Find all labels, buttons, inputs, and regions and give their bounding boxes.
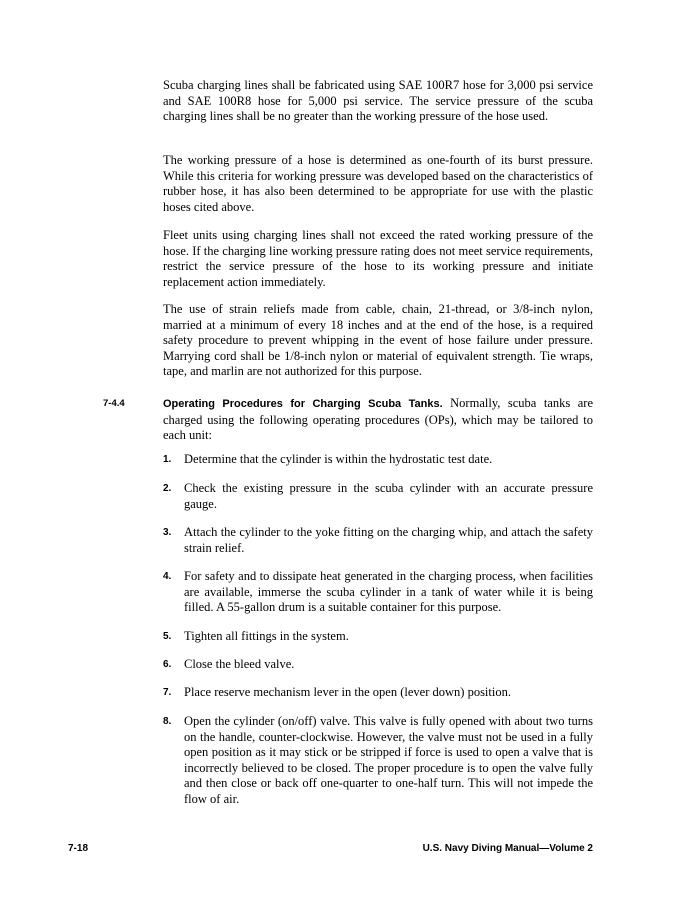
step-text: Determine that the cylinder is within the hydrostatic test date. — [184, 452, 493, 466]
step-text: For safety and to dissipate heat generated in the charging process, when facilities are available, immerse the scuba cylinder in a tank of water while it is being filled. A 55-gallon drum is a suitable container for this purpose. — [184, 569, 593, 614]
section-paragraph — [163, 396, 593, 444]
body-paragraph: Fleet units using charging lines shall not exceed the rated working pressure of the hose. If the charging line working pressure rating does not meet service requirements, restrict the service pressure of the hose to its working pressure and initiate replacement action immediately. — [163, 228, 593, 289]
step-text: Attach the cylinder to the yoke fitting on the charging whip, and attach the safety strain relief. — [184, 525, 593, 555]
procedure-step — [163, 569, 593, 616]
step-number: 6. — [163, 659, 172, 670]
body-paragraph: The use of strain reliefs made from cable, chain, 21-thread, or 3/8-inch nylon, married at a minimum of every 18 inches and at the end of the hose, is a required safety procedure to prevent whipping in the event of hose failure under pressure. Marrying cord shall be 1/8-inch nylon or material of equivalent strength. Tie wraps, tape, and marlin are not authorized for this purpose. — [163, 302, 593, 378]
step-text: Close the bleed valve. — [184, 657, 295, 671]
section-intro-text: Normally, scuba tanks are charged using the following operating procedures (OPs), which may be tailored to each unit: — [163, 396, 593, 442]
procedure-step — [163, 525, 593, 556]
step-number: 5. — [163, 631, 172, 642]
page-number: 7-18 — [68, 843, 89, 854]
step-number: 3. — [163, 527, 172, 538]
procedure-step — [163, 452, 593, 468]
procedure-step — [163, 685, 593, 701]
step-number: 2. — [163, 483, 172, 494]
section-heading: Operating Procedures for Charging Scuba Tanks. — [163, 398, 443, 410]
footer-title: U.S. Navy Diving Manual—Volume 2 — [422, 843, 593, 854]
body-paragraph: Scuba charging lines shall be fabricated using SAE 100R7 hose for 3,000 psi service and SAE 100R8 hose for 5,000 psi service. The service pressure of the scuba charging lines shall be no greater than the working pressure of the hose used. — [163, 78, 593, 123]
step-number: 4. — [163, 571, 172, 582]
step-number: 8. — [163, 716, 172, 727]
step-number: 1. — [163, 454, 172, 465]
section-number: 7-4.4 — [103, 398, 125, 409]
step-text: Check the existing pressure in the scuba cylinder with an accurate pressure gauge. — [184, 481, 593, 511]
procedure-step — [163, 629, 593, 645]
procedure-step — [163, 657, 593, 673]
procedure-step — [163, 481, 593, 512]
step-text: Open the cylinder (on/off) valve. This valve is fully opened with about two turns on the handle, counter-clockwise. However, the valve must not be used in a fully open position as it may stick or be stripped if force is used to open a valve that is incorrectly believed to be closed. The proper procedure is to open the valve fully and then close or back off one-quarter to one-half turn. This will not impede the flow of air. — [184, 714, 593, 806]
step-text: Place reserve mechanism lever in the open (lever down) position. — [184, 685, 511, 699]
step-number: 7. — [163, 687, 172, 698]
body-paragraph: The working pressure of a hose is determined as one-fourth of its burst pressure. While this criteria for working pressure was developed based on the characteristics of rubber hose, it has also been determined to be appropriate for use with the plastic hoses cited above. — [163, 153, 593, 214]
procedure-step — [163, 714, 593, 807]
step-text: Tighten all fittings in the system. — [184, 629, 349, 643]
